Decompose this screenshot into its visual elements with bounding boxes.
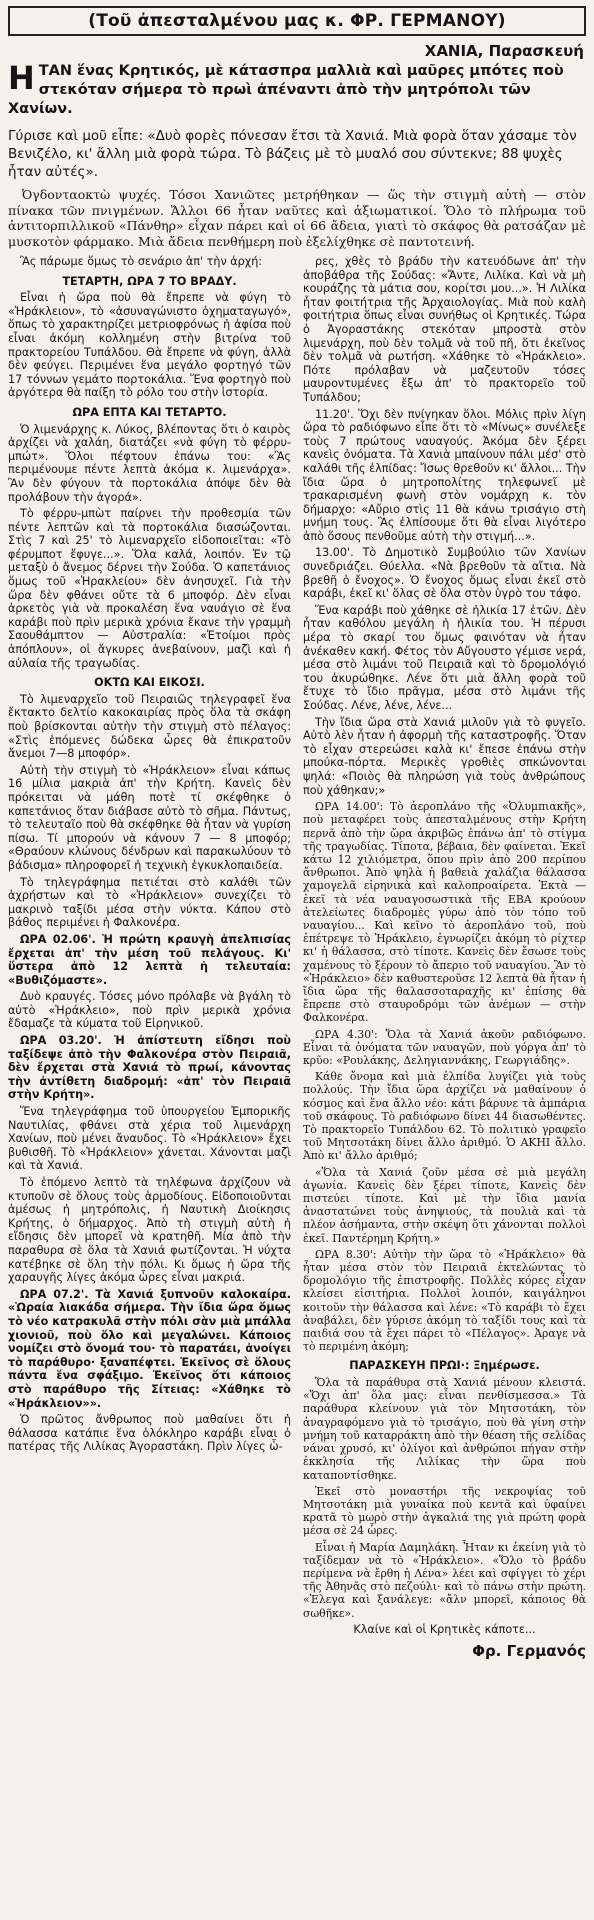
lead-text: ΤΑΝ ἕνας Κρητικός, μὲ κάτασπρα μαλλιὰ καὶ μαῦρες μπότες ποὺ στεκόταν σήμερα τὸ πρωὶ ἀπέναντι ἀπὸ τὴν μητρόπολι τῶν Χανίων. [8,63,564,117]
article-paragraph: Τὸ τηλεγράφημα πετιέται στὸ καλάθι τῶν ἀχρήστων καὶ τὸ «Ἡράκλειον» συνεχίζει τὸ μακρινὸ ταξίδι μέσα στὴν νύκτα. Κάπου στὸ βάθος περιμένει ἡ Φαλκονέρα. [8,875,291,930]
article-paragraph: Ὅλα τὰ παράθυρα στὰ Χανιά μένουν κλειστά. «Ὅχι ἀπ' ὅλα μας: εἶναι πενθίσμεσσα.» Τὰ παράθυρα κλείνουν γιὰ τὸν Μητσοτάκη, τὸν ἀναγραφόμενο γιὰ τὸ τρισάγιο, ποὺ θὰ γίνη στὴν μνήμη τοῦ καταρράκτη ἀπὸ τὴν θέαση τῆς σελίδας νάναι χρυσό, κι' ὀλίγοι καὶ ἀνθρώποι πήγαν στὴν ἐκκλησία τῆς Λιλίκας τὴν ὥρα ποὺ καταποντίσθηκε. [303,1376,586,1482]
article-paragraph: Τὸ λιμεναρχεῖο τοῦ Πειραιῶς τηλεγραφεῖ ἕνα ἔκτακτο δελτίο κακοκαιρίας πρὸς ὅλα τὰ σκάφη ποὺ βρίσκονται αὐτὴν τὴν στιγμὴ στὸ πέλαγος: «Στὶς ἑπόμενες δώδεκα ὧρες θὰ ἐπικρατοῦν ἄνεμοι 7—8 μποφόρ». [8,692,291,761]
article-columns [8,255,586,1636]
section-subheading: ΠΑΡΑΣΚΕΥΗ ΠΡΩΙ·: Ξημέρωσε. [349,1359,540,1373]
article-paragraph: Κάθε ὄνομα καὶ μιὰ ἐλπίδα λυγίζει γιὰ τοὺς πολλούς. Τὴν ἴδια ὥρα ἀρχίζει νὰ μαθαίνουν ὁ κόσμος καὶ ἕνα ἄλλο νέο: κάτι βάρυνε τὰ ἀμπάρια τοῦ σκάφους. Τὸ ραδιόφωνο δίνει 44 διασωθέντες. Τὸ πρακτορεῖο Τυπάλδου 62. Τὸ πολιτικὸ γραφεῖο τοῦ Μητσοτάκη δίνει ἄλλο ἀριθμό. Ὁ ΑΚΗΙ ἄλλο. Ἀπὸ κι' ἄλλο ἀριθμό; [303,1070,586,1163]
article-paragraph: Αὐτὴ τὴν στιγμὴ τὸ «Ἡράκλειον» εἶναι κάπως 16 μίλια μακριὰ ἀπ' τὴν Κρήτη. Κανεὶς δὲν πρόκειται νὰ μάθη ποτὲ τί σκέφθηκε ὁ καπετάνιος ὅταν διάβασε αὐτὸ τὸ σῆμα. Πάντως, τὸ τελευταῖο ποὺ θὰ σκέφθηκε θὰ ἦταν νὰ γυρίση πίσω. Τί μπορούν νὰ κάνουν 7 — 8 μποφόρ; «Θραύουν κλώνους δένδρων καὶ παρακωλύουν τὸ βάδισμα» πληροφορεῖ ἡ τεχνικὴ ἐγκυκλοπαιδεία. [8,763,291,872]
article-paragraph: Δυὸ κραυγές. Τόσες μόνο πρόλαβε νὰ βγάλη τὸ αὐτὸ «Ἡράκλειο», ποὺ πρὶν μερικὰ χρόνια ἔδαμαζε τὰ κύματα τοῦ Εἰρηνικοῦ. [8,990,291,1031]
article-paragraph: Κλαίνε καὶ οἱ Κρητικὲς κάποτε... [353,1622,536,1636]
article-paragraph: ΩΡΑ 02.06'. Ἡ πρώτη κραυγὴ ἀπελπισίας ἔρχεται ἀπ' τὴν μέση τοῦ πελάγους. Κι' ὕστερα ἀπὸ 12 λεπτὰ ἡ τελευταία: «Βυθιζόμαστε». [8,932,291,987]
article-paragraph: 13.00'. Τὸ Δημοτικὸ Συμβούλιο τῶν Χανίων συνεδριάζει. Θύελλα. «Νὰ βρεθοῦν τὰ αἴτια. Νὰ βρεθῆ ὁ ἔνοχος». Ὁ ἔνοχος ὅμως εἶναι ἐκεῖ στὸ καράβι, ἐκεῖ κι' ὅλας σὲ ὅλα στὸν ὑγρὸ του τάφο. [303,546,586,601]
lead-paragraph [8,59,586,119]
dateline: ΧΑΝΙΑ, Παρασκευή [424,42,584,60]
section-subheading: ΤΕΤΑΡΤΗ, ΩΡΑ 7 ΤΟ ΒΡΑΔΥ. [62,274,237,288]
section-subheading: ΟΚΤΩ ΚΑΙ ΕΙΚΟΣΙ. [94,676,205,690]
article-paragraph: «Ὅλα τὰ Χανιά ζοῦν μέσα σὲ μιὰ μεγάλη ἀγωνία. Κανεὶς δὲν ξέρει τίποτε, Κανεὶς δὲν πιστεύει τίποτε. Καὶ μὲ τὴν ἴδια μανία ἀναστατώνει τοὺς ἀνηψιούς, τὰ πουλιὰ καὶ τὰ πλέον ἀσήμαντα, στὴν σκέψη ὅτι χάνονται πολλοὶ ἐκεῖ. Παντέρημη Κρήτη.» [303,1165,586,1245]
article-paragraph: Ἐκεῖ στὸ μοναστήρι τῆς νεκροψίας τοῦ Μητσοτάκη μιὰ γυναίκα ποὺ κεντᾶ καὶ ὑφαίνει κρατᾶ τὸ μωρὸ στὴν ἀγκαλιά της γιὰ πρώτη φορὰ μέσα σὲ 24 ὧρες. [303,1484,586,1538]
drop-cap: Η [8,59,35,97]
article-paragraph: ΩΡΑ 4.30': Ὅλα τὰ Χανιά ἀκοῦν ραδιόφωνο. Εἶναι τὰ ὀνόματα τῶν ναυαγῶν, ποὺ γόργα ἀπ' τὸ κρῦο: «Ρουλάκης, Δεληγιαννάκης, Γεωργιάδης». [303,1027,586,1068]
article-paragraph: Εἶναι ἡ ὥρα ποὺ θὰ ἔπρεπε νὰ φύγη τὸ «Ἡράκλειον», τὸ «ἀσυναγώνιστο ὀχηματαγωγό», ὅπως τὸ χαρακτηρίζει μετριοφρόνως ἡ ἀφίσα ποὺ εἶναι ἀκόμη κολλημένη στὴν βιτρίνα τοῦ πρακτορείου Τυπάλδου. Θὰ ἔπρεπε νὰ φύγη, ἀλλὰ δὲν φεύγει. Περιμένει ἕνα μεγάλο φορτηγό τῶν 17 τόννων γεμάτο πορτοκάλια. Ἕνα φορτηγὸ ποὺ ἀργότερα θὰ παίξη τὸ ρόλο του στὴν ἱστορία. [8,291,291,400]
article-paragraph: Ἕνα καράβι ποὺ χάθηκε σὲ ἡλικία 17 ἐτῶν. Δὲν ἦταν καθόλου μεγάλη ἡ ἡλικία του. Ἡ πέρυσι μέρα τὸ σκαρί του ὅμως φαινόταν νὰ ἦταν ἀνέκαθεν κακή. Φέτος τὸν Αὔγουστο γέμισε νερά, μέσα στὸ λιμάνι τοῦ Πειραιᾶ καὶ τὸ δρομολόγιό του ἀκυρώθηκε. Λένε ὅτι μιὰ ἄλλη φορὰ τοῦ ἔτυχε τὸ ἴδιο πρᾶγμα, μέσα στὸ λιμάνι τῆς Σούδας. Λένε, λένε, λένε... [303,603,586,712]
right-column [303,255,586,1636]
article-paragraph: Ὁ λιμενάρχης κ. Λύκος, βλέποντας ὅτι ὁ καιρὸς ἀρχίζει νὰ χαλάη, διατάζει «νὰ φύγη τὸ φέρρυ-μπώτ». Ὅλοι πέφτουν ἐπάνω του: «Ἂς περιμένουμε πέντε λεπτὰ ἀκόμα κ. λιμενάρχα». Ἂν δὲν φύγουν τὰ πορτοκάλια ἀπόψε δὲν θὰ προλάβουν τὴν ἀγορά». [8,422,291,504]
article-paragraph: 11.20'. Ὅχι δὲν πνίγηκαν ὅλοι. Μόλις πρὶν λίγη ὥρα τὸ ραδιόφωνο εἶπε ὅτι τὸ «Μίνως» συνέλεξε τοὺς 7 πρώτους ναυαγούς. Ἀκόμα δὲν ξέρει κανεὶς ὀνόματα. Τὰ Χανιὰ μπαίνουν πάλι μέσ' στὸ καλάθι τῆς ἐλπίδας: Ἴσως θρεθοῦν κι' ἄλλοι... Τὴν ἴδια ὥρα ὁ μητροπολίτης τηλεφωνεῖ μὲ τρακαρισμένη φωνὴ στὸν νομάρχη κ. τὸν δήμαρχο: «Αὔριο στὶς 11 θὰ κάνω τρισάγιο στὴ μνήμη τους. Ἂς ἐλπίσουμε ὅτι θὰ εἶναι λιγότερο ἀπὸ ὅσους πενθοῦμε αὐτὴ τὴν στιγμή...». [303,407,586,543]
opening-quote: Γύρισε καὶ μοῦ εἶπε: «Δυὸ φορὲς πόνεσαν ἔτσι τὰ Χανιά. Μιὰ φορὰ ὅταν χάσαμε τὸν Βενιζέλο, κι' ἄλλη μιὰ φορὰ τώρα. Τὸ βάζεις μὲ τὸ μυαλό σου σύντεκνε; 88 ψυχὲς ἦταν αὐτές». [8,128,577,180]
article-paragraph: Ἂς πάρωμε ὅμως τὸ σενάριο ἀπ' τὴν ἀρχή: [20,255,263,268]
author-signature: Φρ. Γερμανός [472,1642,586,1661]
intro-paragraph: Ὀγδονταοκτὼ ψυχές. Τόσοι Χανιῶτες μετρήθηκαν — ὥς τὴν στιγμὴ αὐτὴ — στὸν πίνακα τῶν πνιγμένων. Ἄλλοι 66 ἦταν ναῦτες καὶ ἀξιωματικοί. Ὅλο τὸ πλήρωμα τοῦ ἀντιτορπιλλικοῦ «Πάνθηρ» εἶχαν πάρει καὶ οἱ 66 ἄδεια, γιατὶ τὸ σκάφος θὰ ρατσάζαν μὲ μυσκοτὸν φάρμακο. Μιὰ ἄδεια πενθήμερη ποὺ ἐξελίχθηκε σὲ παντοτεινή. [8,187,586,249]
section-subheading: ΩΡΑ ΕΠΤΑ ΚΑΙ ΤΕΤΑΡΤΟ. [72,405,227,419]
article-paragraph: ΩΡΑ 14.00': Τὸ ἀεροπλάνο τῆς «Ὀλυμπιακῆς», ποὺ μεταφέρει τοὺς ἀπεσταλμένους στὴν Κρήτη περνᾶ ἀπὸ τὴν ὥρα ἀκριβῶς ἐπάνω ἀπ' τὸ στίγμα τῆς τραγωδίας. Τίποτα, βέβαια, δὲν φαίνεται. Ἐκεῖ κάτω 12 χιλιόμετρα, ὅπου πρὶν ἀπὸ 200 περίπου ἄνθρωποι. Ἀπὸ ψηλὰ ἡ βαθειὰ χαλάζια θάλασσα χαμογελᾶ εἰρηνικὰ καὶ καλοπροαίρετα. Ἐκτὰ — ἐκεῖ τὰ νέα ναυαγοσωστικὰ τῆς ΕΒΑ κρούουν ἀτελείωτες διαδρομὲς γύρω ἀπὸ τὸν τόπο τοῦ ναυαγίου... Καὶ κεῖνο τὸ ἀεροπλάνο τοῦ, ποὺ ἐπέτρεψε τὸ Ἡράκλειο, ἐγνωρίζει ἀκόμη τὸ ρίχτερ κι' ἡ θάλασσα, στὸ τίποτε. Κανεὶς δὲν ἔσωσε τοὺς χαμένους τὸ ξέρουν τὸ ἄπεριο τοῦ ναυαγίου. Ἂν τὸ «Ἡράκλειο» δὲν καθυστεροῦσε 12 λεπτὰ θὰ ἦταν ἡ ἴδια ὥρα τῆς θαλασσοταραχῆς κι' ἐπίσης θὰ ἔπρεπε στὸ σταυροδρόμι τῶν ἀνέμων — στὴν Φαλκονέρα. [303,800,586,1025]
article-paragraph: ΩΡΑ 8.30': Αὐτὴν τὴν ὥρα τὸ «Ἡράκλειο» θὰ ἦταν μέσα στὸν τὸν Πειραιᾶ ἐκτελώντας τὸ δρομολόγιο τῆς ἐπιστροφῆς. Πολλὲς κόρες εἶχαν κλείσει εἰσιτήρια. Πολλοὶ λοιπόν, καιγάληνοι κοιτοῦν τὴν θάλασσα καὶ λένε: «Τὸ καράβι τὸ ἔχει ἀναβάλει, δὲν γύρισε ἀκόμη τὸ ταξίδι τους καὶ τὰ παιδιά σου τὰ ἔχει πάρει τὸ «Πέλαγος». Ἀραγε νὰ τὸ περιμένη ἀκόμη; [303,1247,586,1354]
article-paragraph: ΩΡΑ 07.2'. Τὰ Χανιά ξυπνοῦν καλοκαίρα. «Ὡραία λιακάδα σήμερα. Τὴν ἴδια ὥρα ὅμως τὸ νέο κατρακυλᾶ στὴν πόλι σὰν μιὰ μπάλλα χιονιοῦ, ποὺ ὅλο καὶ μεγαλώνει. Κάποιος νομίζει στὸ ὄνομά του· τὸ παρατάει, ἀνοίγει τὸ παράθυρο· ξαναπέφτει. Ἐκεῖνος σὲ ὅλους πάντα ἕνα σφάξιμο. Ἐκεῖνος ὅτι κάποιος στὸ παράθυρο τῆς Σίτειας: «Χάθηκε τὸ «Ἡράκλειον»». [8,1287,291,1410]
article-paragraph: Τὸ φέρρυ-μπὼτ παίρνει τὴν προθεσμία τῶν πέντε λεπτῶν καὶ τὰ πορτοκάλια διασώζονται. Στὶς 7 καὶ 25' τὸ λιμεναρχεῖο εἰδοποιεῖται: «Τὸ φέρυμποτ ἔφυγε...». Ὅλα καλά, λοιπόν. Ἐν τῷ μεταξὺ ὁ ἄνεμος δέρνει τὴν Σούδα. Ὁ καπετάνιος ὅμως τοῦ «Ἡρακλείου» δὲν ἀνησυχεῖ. Γιὰ τὴν ὥρα δὲν φθάνει οὔτε τὰ 6 μποφόρ. Δὲν εἶναι ἀρκετὸς γιὰ νὰ προκαλέση ἕνα ναυάγιο σὲ ἕνα καράβι ποὺ πρὶν μερικὰ χρόνια ἔκανε τὴν γραμμὴ Σαουθάμπτον — Αὐστραλία: «Ἐτοίμοι πρὸς ἀπόπλουν», οἱ ἄγκυρες ἀνεβαίνουν, μαζὶ καὶ ἡ αὐλαία τῆς τραγωδίας. [8,507,291,670]
left-column [8,255,291,1636]
article-paragraph: Ὁ πρῶτος ἄνθρωπος ποὺ μαθαίνει ὅτι ἡ θάλασσα κατάπιε ἕνα ὁλόκληρο καράβι εἶναι ὁ πατέρας τῆς Λιλίκας Ἀγοραστάκη. Πρὶν λίγες ὧ- [8,1413,291,1454]
article-paragraph: ΩΡΑ 03.20'. Ἡ ἀπίστευτη εἴδησι ποὺ ταξίδεψε ἀπὸ τὴν Φαλκονέρα στὸν Πειραιᾶ, δὲν ἔρχεται στὰ Χανιά τὸ πρωί, κάνοντας τὴν ἀντίθετη διαδρομή: «ἀπ' τὸν Πειραιᾶ στὴν Κρήτη». [8,1034,291,1102]
article-paragraph: ρες, χθὲς τὸ βράδυ τὴν κατευόδωνε ἀπ' τὴν ἀποβάθρα τῆς Σούδας: «Ἄντε, Λιλίκα. Καὶ νὰ μὴ κουράζης τὰ μάτια σου, κορίτσι μου...». Ἡ Λιλίκα ἦταν φοιτήτρια τῆς Ἀρχαιολογίας. Μιὰ ποὺ καλὴ φοιτήτρια ὅπως εἶναι συνήθως οἱ Κρητικές. Τώρα ὁ Ἀγοραστάκης στεκόταν μπροστὰ στὸν λιμενάρχη, ποὺ δὲν τολμᾶ νὰ τοῦ πῆ, ὅτι ἐκεῖνος δὲν τολμᾶ νὰ ρωτήση. «Χάθηκε τὸ «Ἡράκλειο». Πότε πρόλαβαν νὰ μαζευτοῦν τόσες μαυροντυμένες ἔξω ἀπ' τὸ πρακτορεῖο τοῦ Τυπάλδου; [303,255,586,404]
article-paragraph: Τὸ ἑπόμενο λεπτὸ τὰ τηλέφωνα ἀρχίζουν νὰ κτυποῦν σὲ ὅλους τοὺς ἁρμοδίους. Εἰδοποιοῦνται ἀμέσως ἡ μητρόπολις, ἡ Ναυτικὴ Διοίκησις Κρήτης, ὁ δήμαρχος. Ἀπὸ τὴ στιγμὴ αὐτὴ ἡ εἴδησις δὲν μπορεῖ νὰ κρατηθῆ. Μία ἀπὸ τὴν παραθυρα σὲ ὅλα τὰ Χανιά φωτίζονται. Ἡ νύχτα κατέβηκε σὲ ὅλη τὴν πόλι. Κι ὅμως ἡ ὥρα τῆς χαραυγῆς λίγες ἀκόμα ὧρες εἶναι μακριά. [8,1176,291,1285]
article-paragraph: Εἶναι ἡ Μαρία Δαμηλάκη. Ἦταν κι ἐκείνη γιὰ τὸ ταξίδεμαν νὰ τὸ «Ἡράκλειο». «Ὅλο τὸ βράδυ περίμενα νὰ ἔρθη ἡ Λένα» λέει καὶ σφίγγει τὸ χέρι τῆς Ἀθηνᾶς στὸ πεζούλι· καὶ τὸ πάνω στὴν πρώτη. «Ἐλεγα καὶ ξανάλεγε: «ἄλν μπορεῖ, κάποιος θὰ σωθῆκε». [303,1540,586,1620]
correspondent-byline: (Τοῦ ἀπεσταλμένου μας κ. ΦΡ. ΓΕΡΜΑΝΟΥ) [8,6,586,36]
article-paragraph: Τὴν ἴδια ὥρα στὰ Χανιά μιλοῦν γιὰ τὸ φυγεῖο. Αὐτὸ λὲν ἦταν ἡ ἀφορμὴ τῆς καταστροφῆς. Ὅταν τὸ εἶχαν στερεώσει καλὰ κι' ἔπεσε ἐπάνω στὴν μπούκα-πόρτα. Μερικὲς γροθιὲς σπκώνονται ψηλά: «Ποιὸς θὰ πληρώση γιὰ τοὺς ἀνθρώπους ποὺ χάθηκαν;» [303,715,586,797]
article-paragraph: Ἕνα τηλεγράφημα τοῦ ὑπουργείου Ἐμπορικῆς Ναυτιλίας, φθάνει στὰ χέρια τοῦ λιμενάρχη Χανίων, ποὺ μένει ἄναυδος. Τὸ «Ἡράκλειον» ἔχει βυθισθῆ. Τὸ «Ἡράκλειον» χάνεται. Χάνονται μαζὶ καὶ τὰ Χανιά. [8,1105,291,1173]
